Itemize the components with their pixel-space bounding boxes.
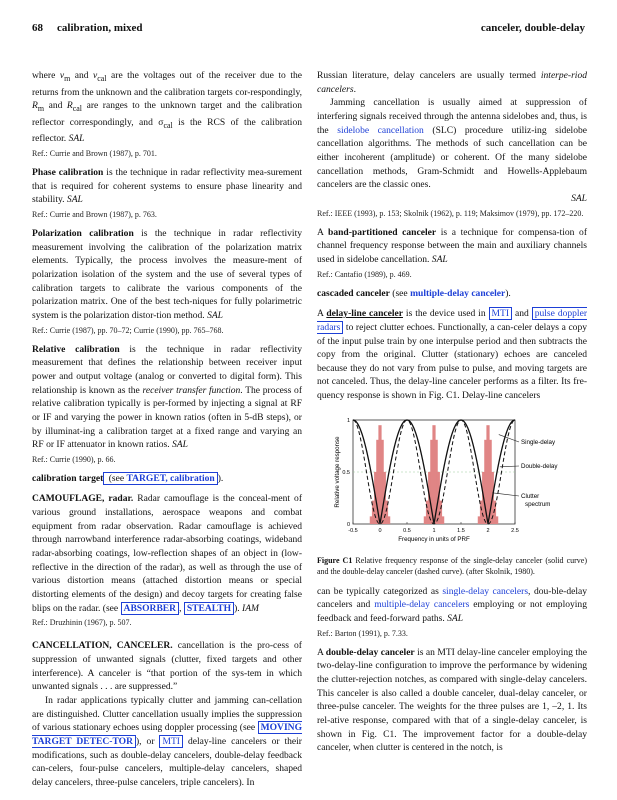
x-tick-label: 1 [432,527,436,534]
reference: Ref.: Currie and Brown (1987), p. 763. [32,209,157,219]
annotation-label: spectrum [525,500,551,508]
link-sidelobe-cancellation[interactable]: sidelobe cancellation [337,124,424,136]
y-tick-label: 0 [346,521,350,528]
x-tick-label: 1.5 [457,527,465,534]
annotation-label: Clutter [521,492,540,500]
calibration-formula-continuation: where $v_m$ and $v_{cal}$ are the voltages out of the receiver due to the returns from the unknown and the calibration targets cor-respondingly, $R_m$ and $R_{cal}$ are ranges to the unknown target and the calibration reflector correspondingly, and $\sigma_{cal}$ is the RCS of the calibration reflector. SAL [32,70,302,145]
paragraph-clutter-cancellation: In radar applications typically clutter and jamming can-cellation are distinguished. Clutter cancellation usually implies the suppression of various stationary echoes using doppler processing (see MOVING TARGET DETEC-TOR ), or MTI delay-line cancelers or their modifications, such as double-delay cancelers, double-delay feedback can-celers, four-pulse cancelers, multiple-delay cancelers, shaped delay cancelers, three-pulse cancelers, triple cancelers). In [32,695,302,788]
entry-band-partitioned-canceler: A band-partitioned canceler is a technique for compensa-tion of channel frequency response between the main and auxiliary channels used in sidelobe cancellation. SAL [317,226,588,265]
reference: Ref.: Barton (1991), p. 7.33. [317,628,408,638]
x-tick-label: -0.5 [348,527,358,534]
entry-camouflage: CAMOUFLAGE, radar. Radar camouflage is the conceal-ment of various ground installations, aerospace weapons and combat equipment from radar observation. Radar camouflage is achieved through narrowband interference radar-absorbing coatings, wideband radar-absorbing coatings, low-reflection shapes of an object in (low-reflective in the direction of the radar), as well as through the use of various distortion means (attached distortion means or special distorting elements of the design) and decoy targets for creating false blips on the radar. (see ABSORBER , STEALTH ). IAM [32,493,303,614]
reference: Ref.: Cantafio (1989), p. 469. [317,269,412,279]
annotation-label: Single-delay [521,438,556,446]
figure-caption: Figure C1 Relative frequency response of the single-delay canceler (solid curve) and the double-delay canceler (dashed curve). (after Skolnik, 1980). [317,555,587,577]
reference: Ref.: Currie and Brown (1987), p. 701. [32,149,157,158]
x-axis-label: Frequency in units of PRF [398,535,470,543]
reference: Ref.: Currie (1987), pp. 70–72; Currie (1990), pp. 765–768. [32,325,224,335]
entry-delay-line-canceler: A delay-line canceler is the device used in MTI and pulse doppler radars to reject clutter echoes. Functionally, a can-celer delays a copy of the input pulse train by one interpulse period and then subtracts the copy from the original. Clutter (stationary) echoes are canceled because they do not vary from pulse to pulse, and moving targets are not canceled. Thus, the delay-line canceler performs as a filter. Its fre-quency response is shown in Fig. C1. Delay-line cancelers [317,308,587,402]
entry-relative-calibration: Relative calibration is the technique in radar reflectivity measurement that defines the relationship between receiver input power and output voltage (analog or converted to digital form). This relationship is known as the receiver transfer function. The process of relative calibration typically is per-formed by injecting a signal at RF or IF and varying the power in known ratios (often in 5-dB steps), or by illuminat-ing a calibration target at a fixed range and varying an RF or IF attenuator in known ratios. SAL [32,343,303,451]
x-tick-label: 2.5 [511,527,519,534]
x-tick-label: 0.5 [403,527,411,534]
clutter-bar-0-8 [387,516,390,524]
x-tick-label: 2 [486,527,490,534]
categorization-paragraph: can be typically categorized as single-delay cancelers, dou-ble-delay cancelers and multiple-delay cancelers employing or not employing feedback and feed-forward paths. SAL [317,585,587,625]
paragraph-jamming-cancellation: Jamming cancellation is usually aimed at suppression of interfering signals received through the antenna sidelobes and, thus, is the sidelobe cancellation (SLC) procedure utiliz-ing sidelobe cancellation algorithms. The methods of such cancellation can be either incoherent (amplitude) or coherent. Of the many sidelobe cancellation methods, Gram-Schmidt and Howells-Applebaum cancelers are the classic ones. [317,97,587,191]
annotation-label: Double-delay [521,462,558,470]
clutter-bar-1-8 [441,516,444,524]
link-single-delay-cancelers[interactable]: single-delay cancelers [442,585,529,597]
entry-cancellation-canceler: CANCELLATION, CANCELER. cancellation is the pro-cess of suppression of unwanted signals (clutter, fixed targets and other interference). A canceler is “that portion of the sys-tem in which unwanted signals . . . are suppressed.” [32,640,302,693]
page-number: 68 [32,22,43,34]
y-axis-label: Relative voltage response [334,436,341,508]
reference: Ref.: IEEE (1993), p. 153; Skolnik (1962), p. 119; Maksimov (1979), pp. 172–220. [317,208,584,218]
clutter-bar-2-8 [495,516,498,524]
figure-c1-chart [317,412,587,552]
link-mti[interactable]: MTI [489,307,513,320]
entry-cascaded-canceler: cascaded canceler (see multiple-delay canceler). [317,287,511,299]
y-tick-label: 1 [346,417,350,424]
header-right-title: canceler, double-delay [480,22,585,34]
link-stealth[interactable]: STEALTH [184,602,234,615]
reference: Ref.: Currie (1990), p. 66. [32,454,116,464]
left-column [32,69,302,790]
entry-double-delay-canceler: A double-delay canceler is an MTI delay-line canceler employing the two-delay-line configuration to improve the performance by widening the clutter-rejection notches, as compared with single-delay cancelers. This canceler is also called a double canceler, dual-delay canceler, or three-pulse canceler. The weights for the three pulses are 1, –2, 1. Its rel-ative response, compared with that of a single-delay canceler, is shown in Fig. C1. The improvement factor for a double-delay canceler, when clutter is centered in the notch, is [317,646,587,754]
link-target-calibration[interactable]: TARGET, calibration [126,472,215,484]
entry-phase-calibration: Phase calibration is the technique in radar reflectivity mea-surement that is required for coherent systems to ensure phase linearity and stability. SAL [32,167,302,206]
link-multiple-delay-cancelers[interactable]: multiple-delay cancelers [374,599,470,611]
header-left-title: calibration, mixed [57,22,143,34]
link-moving-target-detector[interactable]: MOVING TARGET DETEC-TOR [32,722,302,747]
link-multiple-delay-canceler[interactable]: multiple-delay canceler [410,287,506,299]
cancellation-continuation: Russian literature, delay cancelers are usually termed interpe-riod cancelers. [317,70,587,95]
right-column [317,69,587,755]
signature: SAL [571,192,587,204]
frequency-response-chart [317,412,587,552]
entry-calibration-target: calibration target (see TARGET, calibration ). [32,472,224,484]
running-header [32,22,585,38]
link-absorber[interactable]: ABSORBER [121,602,180,615]
entry-polarization-calibration: Polarization calibration is the technique in radar reflectivity measurement involving the calibration of the polarization matrix elements. Typically, the process involves the measure-ment of polarization isolation of the system and the use of several types of calibration targets to calibrate the various components of the polarization matrix. One of the best tech-niques for fully polarimetric system is the polarization distor-tion method. SAL [32,227,302,321]
y-tick-label: 0.5 [342,469,350,476]
link-pulse-doppler-radars[interactable]: pulse doppler radars [317,308,587,333]
reference: Ref.: Druzhinin (1967), p. 507. [32,618,132,628]
link-mti[interactable]: MTI [159,735,183,748]
x-tick-label: 0 [378,527,382,534]
